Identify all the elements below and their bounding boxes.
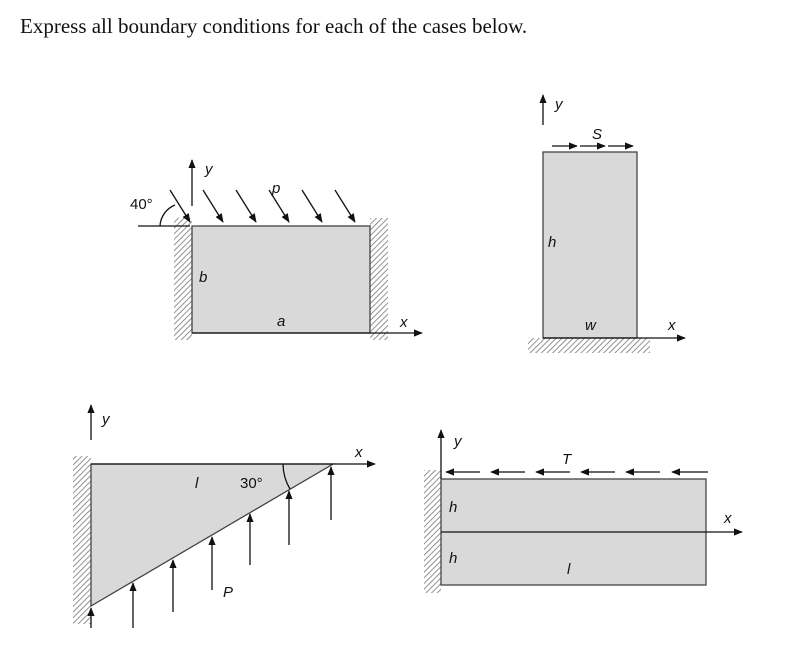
height-label: b <box>199 269 208 286</box>
x-label: x <box>400 314 408 331</box>
lower-height-label: h <box>449 550 458 567</box>
x-label: x <box>355 444 363 461</box>
pressure-arrow <box>236 190 256 222</box>
y-label: y <box>205 161 213 178</box>
pressure-arrow <box>203 190 223 222</box>
angle-label: 40° <box>130 196 153 213</box>
case-4-beam <box>424 430 742 593</box>
pressure-arrow <box>335 190 355 222</box>
problem-statement: Express all boundary conditions for each of the cases below. <box>20 14 528 38</box>
pressure-arrow <box>302 190 322 222</box>
wall-hatch <box>73 456 91 624</box>
angle-arc <box>160 205 175 226</box>
block <box>543 152 637 338</box>
load-label: S <box>592 126 603 143</box>
width-label: w <box>585 317 596 334</box>
right-wall-hatch <box>370 218 388 340</box>
angle-label: 30° <box>240 475 263 492</box>
load-label: P <box>223 584 234 601</box>
length-label: l <box>567 561 571 578</box>
left-wall-hatch <box>174 218 192 340</box>
case-3-wedge <box>73 405 375 628</box>
ground-hatch <box>528 338 650 353</box>
y-label: y <box>454 433 462 450</box>
case-1-clamped-plate <box>130 160 422 340</box>
pressure-arrows <box>170 190 355 222</box>
load-label: p <box>272 180 281 197</box>
x-label: x <box>668 317 676 334</box>
y-label: y <box>555 96 563 113</box>
upper-height-label: h <box>449 499 458 516</box>
load-label: T <box>562 451 572 468</box>
y-label: y <box>102 411 110 428</box>
length-label: l <box>195 475 199 492</box>
height-label: h <box>548 234 557 251</box>
case-2-block-on-ground <box>528 95 685 353</box>
x-label: x <box>724 510 732 527</box>
width-label: a <box>277 313 286 330</box>
wall-hatch <box>424 470 441 593</box>
